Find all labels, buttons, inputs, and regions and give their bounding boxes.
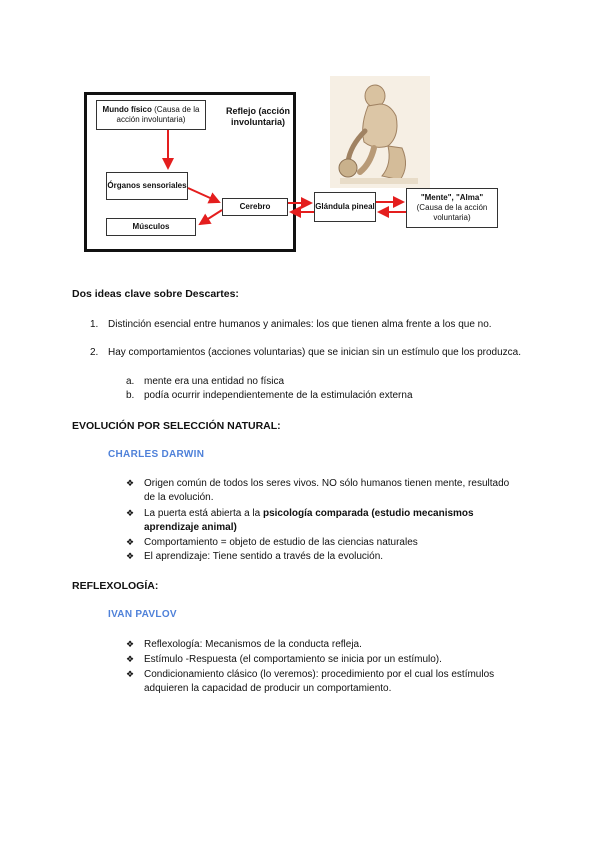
descartes-diagram: [84, 84, 488, 254]
section-evolucion-title: EVOLUCIÓN POR SELECCIÓN NATURAL:: [72, 420, 281, 432]
pavlov-subtitle: IVAN PAVLOV: [108, 609, 177, 620]
reflejo-label: Reflejo (acción involuntaria): [225, 106, 290, 127]
list-text: Reflexología: Mecanismos de la conducta refleja.: [144, 639, 362, 650]
list-text: [144, 507, 526, 534]
list-text: Comportamiento = objeto de estudio de las ciencias naturales: [144, 537, 418, 548]
bullet-text-bold: psicología comparada (estudio mecanismos aprendizaje animal): [144, 508, 474, 533]
list-item: [126, 507, 526, 534]
list-text: Condicionamiento clásico (lo veremos): procedimiento por el cual los estímulos adquieren la capacidad de producir un comportamiento.: [144, 669, 495, 694]
diamond-bullet-icon: ❖: [126, 537, 135, 547]
musculos-box: Músculos: [106, 218, 196, 236]
list-text: Distinción esencial entre humanos y animales: los que tienen alma frente a los que no.: [108, 319, 492, 330]
list-item: [126, 477, 516, 504]
list-item: [126, 668, 516, 695]
diamond-bullet-icon: ❖: [126, 639, 135, 649]
list-item: [126, 550, 526, 564]
mente-alma-label: "Mente", "Alma": [420, 193, 484, 202]
mundo-fisico-cause: (Causa de la acción involuntaria): [116, 105, 200, 124]
list-text: El aprendizaje: Tiene sentido a través de la evolución.: [144, 551, 384, 562]
sub-list-text: podía ocurrir independientemente de la estimulación externa: [144, 390, 413, 401]
list-item: [126, 536, 526, 550]
list-item: [126, 653, 526, 667]
list-text: Origen común de todos los seres vivos. NO sólo humanos tienen mente, resultado de la evolución.: [144, 478, 510, 503]
list-item: [90, 346, 530, 360]
diamond-bullet-icon: ❖: [126, 551, 135, 561]
sub-list-item: [126, 389, 506, 403]
section-reflexologia-title: REFLEXOLOGÍA:: [72, 580, 159, 592]
sub-list-text: mente era una entidad no física: [144, 376, 285, 387]
list-item: [126, 638, 526, 652]
diamond-bullet-icon: ❖: [126, 508, 135, 518]
bullet-text-plain: La puerta está abierta a la: [144, 508, 263, 519]
organos-box: Órganos sensoriales: [106, 172, 188, 200]
list-text: Estímulo -Respuesta (el comportamiento se inicia por un estímulo).: [144, 654, 442, 665]
arrow-organos-cerebro: [188, 188, 219, 202]
darwin-subtitle: CHARLES DARWIN: [108, 449, 205, 460]
diamond-bullet-icon: ❖: [126, 654, 135, 664]
arrow-cerebro-musculos: [200, 210, 222, 224]
list-number: 2.: [90, 347, 99, 358]
mundo-fisico-label: Mundo físico: [102, 105, 152, 114]
list-item: [90, 318, 530, 332]
diagram-arrows: [84, 84, 428, 254]
cerebro-box: Cerebro: [222, 198, 288, 216]
glandula-box: Glándula pineal: [314, 192, 376, 222]
mente-alma-cause: (Causa de la acción voluntaria): [416, 203, 488, 222]
section-descartes-title: Dos ideas clave sobre Descartes:: [72, 288, 239, 300]
list-number: 1.: [90, 319, 99, 330]
diamond-bullet-icon: ❖: [126, 669, 135, 679]
list-text: Hay comportamientos (acciones voluntarias) que se inician sin un estímulo que los produzca.: [108, 347, 521, 358]
sub-list-letter: a.: [126, 376, 135, 387]
sub-list-letter: b.: [126, 390, 135, 401]
sub-list-item: [126, 375, 506, 389]
diamond-bullet-icon: ❖: [126, 478, 135, 488]
